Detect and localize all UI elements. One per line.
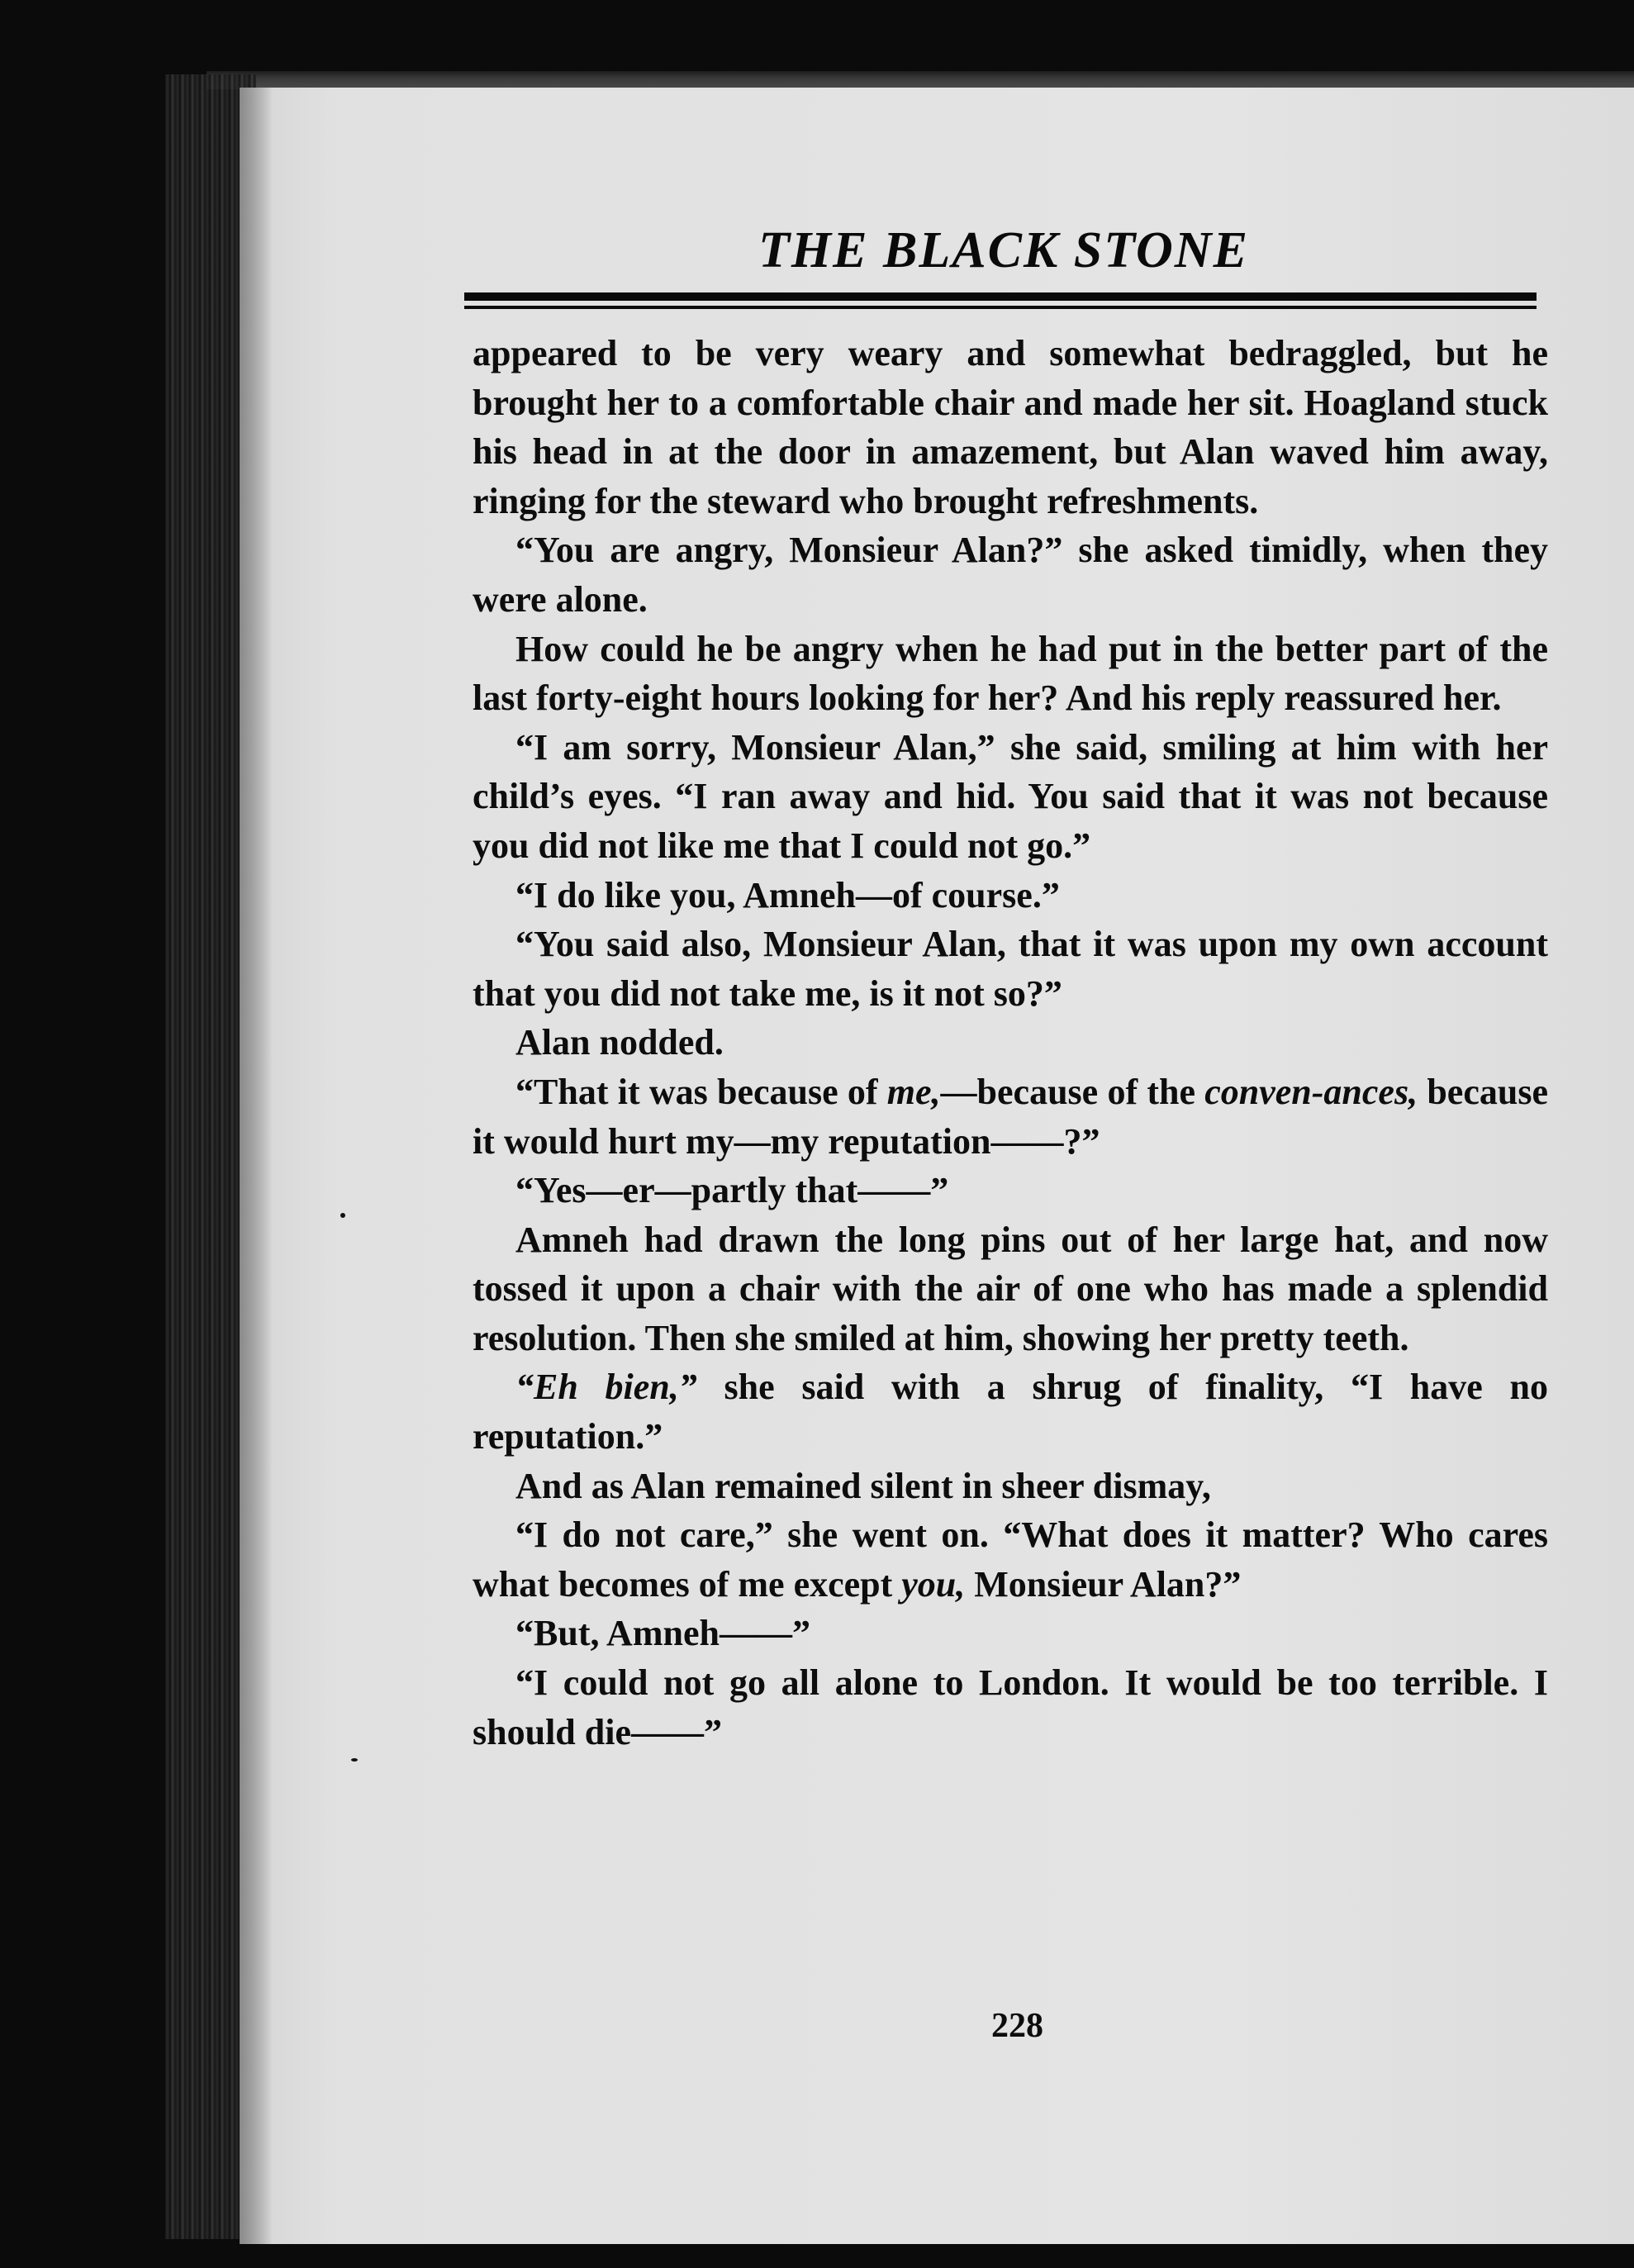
running-head: THE BLACK STONE: [758, 222, 1249, 278]
text-run: —because of the: [940, 1071, 1205, 1112]
page-edges-top: [207, 71, 1634, 89]
text-run: “But, Amneh——”: [515, 1613, 810, 1654]
paragraph: [473, 723, 1548, 871]
ink-speck: [340, 1213, 345, 1218]
paragraph: [473, 1018, 1548, 1067]
text-run: Amneh had drawn the long pins out of her large hat, and now tossed it upon a chair with the air of one who has made a splendid resolution. Then she smiled at him, showing her pretty teeth.: [473, 1219, 1548, 1358]
text-run: “Yes—er—partly that——”: [515, 1170, 949, 1211]
paragraph: [473, 1658, 1548, 1757]
paragraph: [473, 920, 1548, 1018]
paragraph: [473, 1166, 1548, 1215]
text-run: “I could not go all alone to London. It would be too terrible. I should die——”: [473, 1662, 1548, 1752]
text-run: “I do not care,” she went on. “What does it matter? Who cares what becomes of me except: [473, 1514, 1548, 1605]
text-run: “You are angry, Monsieur Alan?” she asked timidly, when they were alone.: [473, 530, 1548, 620]
paragraph: [473, 871, 1548, 920]
paragraph: [473, 329, 1548, 525]
header-rule-thick: [464, 292, 1537, 301]
binding-shadow: [240, 88, 273, 2244]
italic-text: me,: [886, 1071, 941, 1112]
italic-text: “Eh bien,”: [515, 1367, 697, 1408]
text-run: Monsieur Alan?”: [965, 1563, 1242, 1605]
header-rule-thin: [464, 306, 1537, 309]
text-run: appeared to be very weary and somewhat bedraggled, but he brought her to a comfortable chair and made her sit. Hoagland stuck his head in at the door in amazement, but Alan waved him away, ringing for the steward who brought refreshments.: [473, 333, 1548, 521]
paragraph: [473, 1462, 1548, 1511]
paragraph: [473, 625, 1548, 723]
paragraph: [473, 1609, 1548, 1658]
text-run: “You said also, Monsieur Alan, that it was upon my own account that you did not take me, is it not so?”: [473, 924, 1548, 1014]
body-text: [473, 329, 1548, 1757]
text-run: How could he be angry when he had put in the better part of the last forty-eight hours looking for her? And his reply reassured her.: [473, 628, 1548, 719]
italic-text: you,: [901, 1563, 966, 1605]
text-run: because it would hurt my—my reputation——?”: [473, 1071, 1548, 1162]
text-run: “That it was because of: [515, 1071, 887, 1112]
text-run: “I do like you, Amneh—of course.”: [515, 874, 1060, 915]
paragraph: [473, 1362, 1548, 1461]
paragraph: [473, 1215, 1548, 1363]
text-run: “I am sorry, Monsieur Alan,” she said, smiling at him with her child’s eyes. “I ran away and hid. You said that it was not because you did not like me that I could not go.”: [473, 726, 1548, 866]
page-number: 228: [991, 2007, 1043, 2045]
text-run: she said with a shrug of finality, “I have no reputation.”: [473, 1367, 1548, 1457]
paragraph: [473, 525, 1548, 624]
paragraph: [473, 1510, 1548, 1609]
paragraph: [473, 1067, 1548, 1166]
ink-speck: [351, 1758, 358, 1762]
italic-text: conven-ances,: [1204, 1071, 1418, 1112]
text-run: And as Alan remained silent in sheer dismay,: [515, 1465, 1211, 1506]
text-run: Alan nodded.: [515, 1022, 724, 1063]
